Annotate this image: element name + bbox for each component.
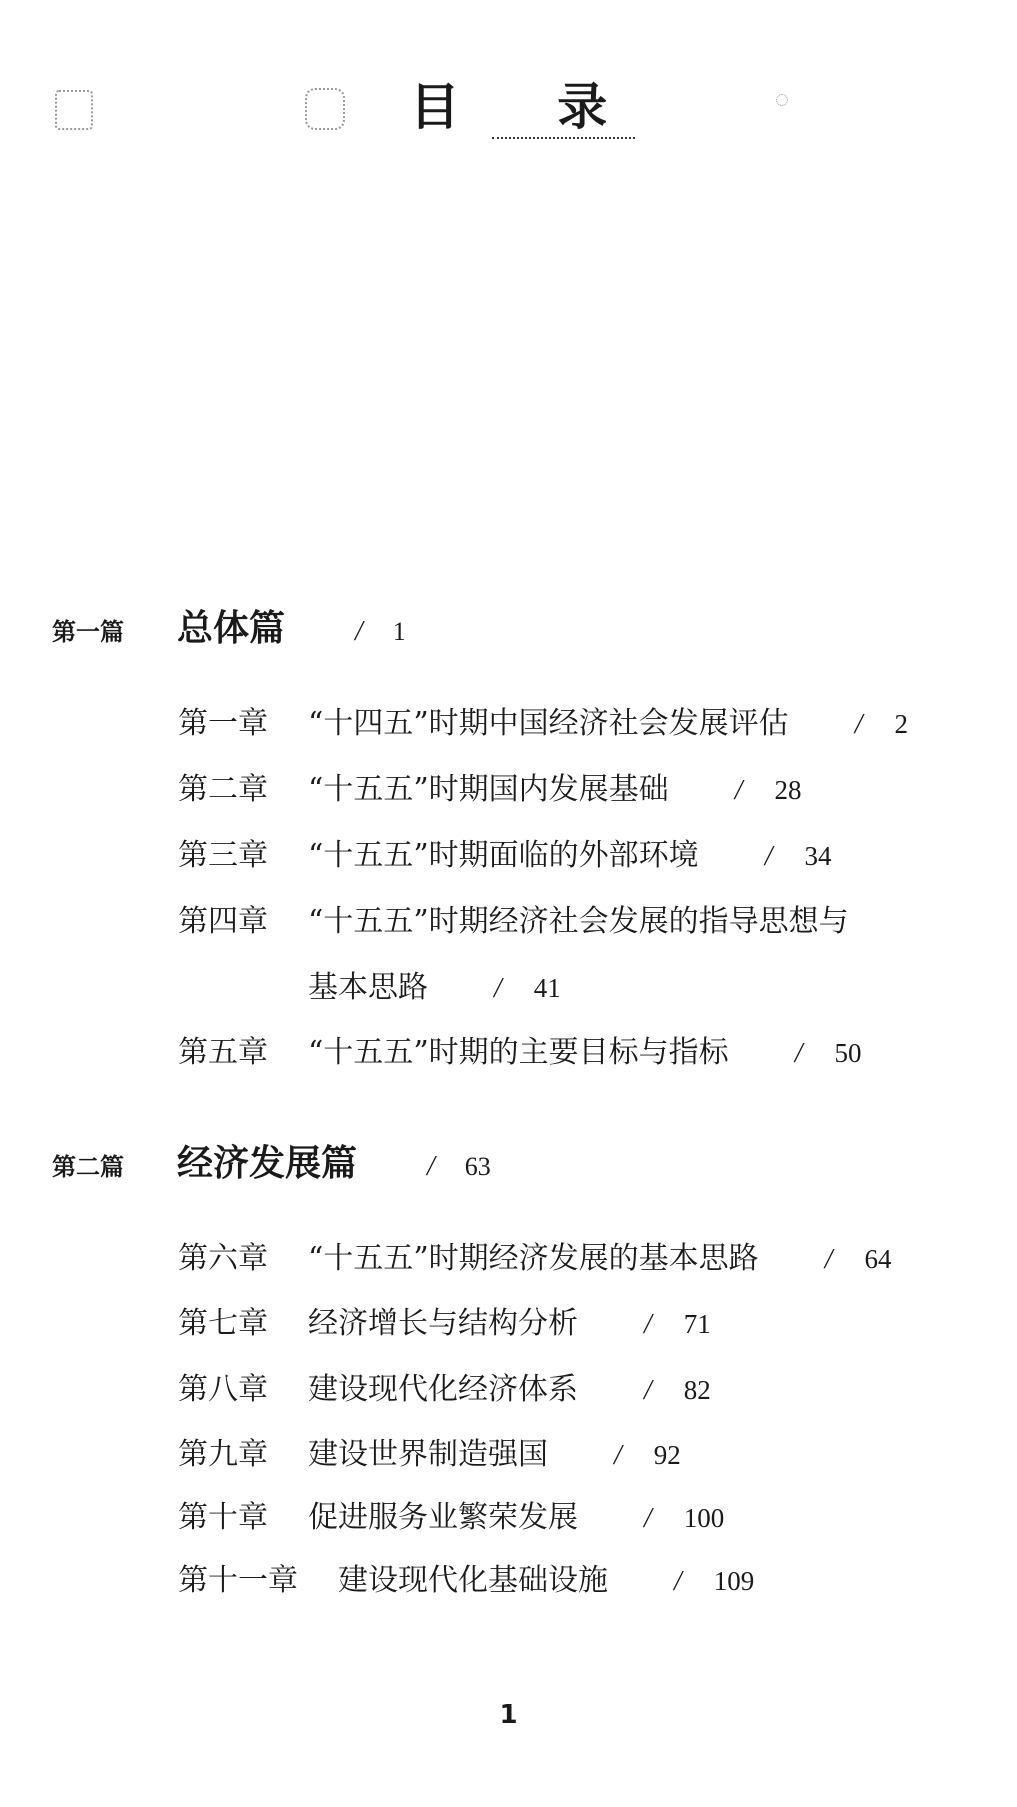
toc-chapter[interactable] — [178, 1298, 711, 1342]
page-title: 目 录 — [409, 78, 648, 136]
page-number: 92 — [653, 1440, 681, 1470]
chapter-title: 建设现代化经济体系 — [308, 1372, 578, 1407]
toc-chapter[interactable] — [178, 830, 831, 874]
page-number: 82 — [683, 1375, 711, 1405]
page-separator: / — [644, 1503, 652, 1534]
chapter-label: 第十章 — [178, 1500, 268, 1535]
part-title: 总体篇 — [177, 608, 286, 649]
toc-chapter[interactable] — [178, 1233, 891, 1277]
chapter-title: “十四五”时期中国经济社会发展评估 — [308, 706, 789, 741]
page-separator: / — [734, 775, 743, 806]
chapter-label: 第二章 — [178, 772, 268, 807]
toc-chapter[interactable] — [178, 1364, 711, 1408]
page-number: 71 — [683, 1309, 711, 1339]
chapter-label: 第三章 — [178, 838, 268, 873]
part-label: 第二篇 — [52, 1152, 124, 1181]
page-separator: / — [854, 709, 863, 740]
page-number: 50 — [834, 1038, 862, 1068]
page-number: 2 — [894, 709, 908, 739]
page-separator: / — [644, 1375, 652, 1406]
page-number: 28 — [774, 775, 802, 805]
chapter-title: “十五五”时期经济社会发展的指导思想与 — [308, 904, 849, 939]
page-number: 64 — [864, 1244, 892, 1274]
page-separator: / — [614, 1440, 622, 1471]
page-number: 34 — [804, 841, 832, 871]
page-separator: / — [644, 1309, 652, 1340]
part-label: 第一篇 — [52, 617, 124, 646]
page-number: 100 — [683, 1503, 725, 1533]
toc-chapter-continuation[interactable] — [308, 962, 561, 1006]
page-number: 41 — [533, 973, 561, 1003]
chapter-label: 第一章 — [178, 706, 268, 741]
chapter-label: 第九章 — [178, 1437, 268, 1472]
chapter-label: 第六章 — [178, 1241, 268, 1276]
page-separator: / — [794, 1038, 803, 1069]
toc-chapter[interactable] — [178, 896, 849, 940]
toc-chapter[interactable] — [178, 1429, 681, 1473]
chapter-label: 第十一章 — [178, 1563, 298, 1598]
page-separator: / — [674, 1566, 682, 1597]
page-separator: / — [427, 1151, 435, 1182]
toc-part[interactable] — [52, 600, 406, 651]
page-separator: / — [355, 616, 363, 647]
page-folio: 1 — [499, 1700, 518, 1730]
toc-chapter[interactable] — [178, 764, 801, 808]
chapter-label: 第四章 — [178, 904, 268, 939]
toc-chapter[interactable] — [178, 698, 908, 742]
toc-chapter[interactable] — [178, 1492, 724, 1536]
title-underline — [492, 137, 635, 139]
chapter-title: 建设世界制造强国 — [308, 1437, 548, 1472]
chapter-title: “十五五”时期面临的外部环境 — [308, 838, 699, 873]
toc-chapter[interactable] — [178, 1027, 861, 1071]
chapter-title: “十五五”时期国内发展基础 — [308, 772, 669, 807]
chapter-title: 建设现代化基础设施 — [338, 1563, 608, 1598]
chapter-label: 第五章 — [178, 1035, 268, 1070]
page-separator: / — [764, 841, 773, 872]
chapter-title: “十五五”时期经济发展的基本思路 — [308, 1241, 759, 1276]
chapter-title: “十五五”时期的主要目标与指标 — [308, 1035, 729, 1070]
page-number: 109 — [713, 1566, 755, 1596]
page-separator: / — [494, 973, 502, 1004]
page-number: 1 — [392, 617, 406, 646]
page-number: 63 — [464, 1152, 491, 1181]
toc-part[interactable] — [52, 1135, 491, 1186]
chapter-label: 第七章 — [178, 1306, 268, 1341]
page-separator: / — [824, 1244, 833, 1275]
chapter-title-continuation: 基本思路 — [308, 970, 428, 1005]
chapter-title: 促进服务业繁荣发展 — [308, 1500, 578, 1535]
toc-chapter[interactable] — [178, 1555, 754, 1599]
chapter-label: 第八章 — [178, 1372, 268, 1407]
part-title: 经济发展篇 — [177, 1143, 358, 1184]
chapter-title: 经济增长与结构分析 — [308, 1306, 578, 1341]
